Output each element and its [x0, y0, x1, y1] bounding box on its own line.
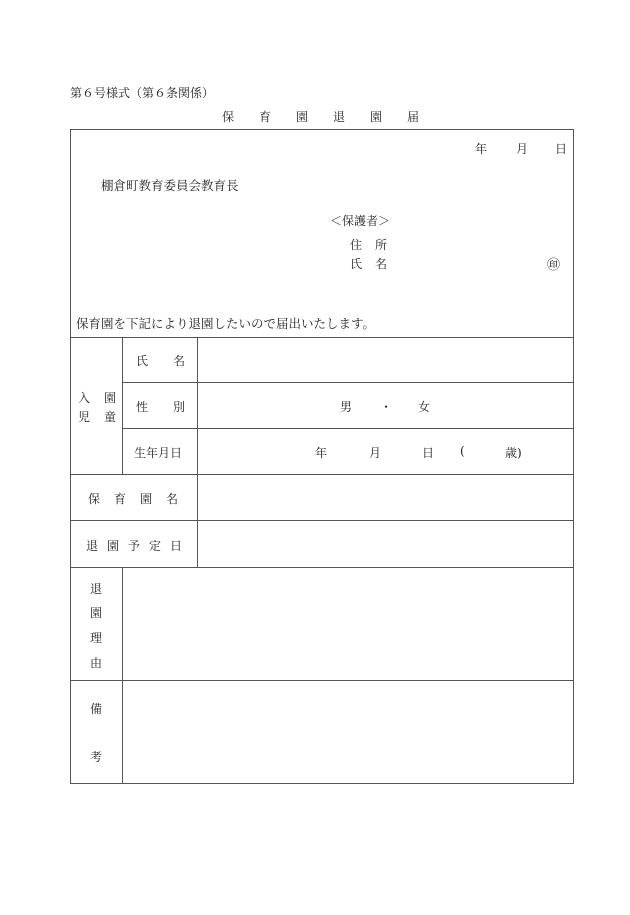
address-label-char: 住 [350, 238, 363, 252]
date-day-label: 日 [555, 142, 568, 156]
date-year-label: 年 [475, 142, 488, 156]
guardian-heading: ＜保護者＞ [330, 214, 391, 228]
statement: 保育園を下記により退園したいので届出いたします。 [76, 316, 376, 331]
nursery-name-label-char: 保 [88, 492, 101, 506]
title-char: 園 [370, 110, 383, 124]
sex-option-female[interactable]: 女 [418, 400, 431, 414]
withdraw-date-label-char: 日 [170, 539, 183, 553]
sex-option-male[interactable]: 男 [340, 400, 353, 414]
date-month-label: 月 [516, 142, 529, 156]
remarks-label-char: 備 [90, 702, 103, 716]
title-char: 育 [259, 110, 272, 124]
seal-mark: ㊞ [547, 258, 561, 273]
age-open-paren: ( [460, 444, 465, 458]
reason-label-char: 退 [90, 582, 103, 596]
child-section-label-char: 童 [104, 410, 117, 424]
nursery-name-label-char: 園 [140, 492, 153, 506]
child-section-label-char: 児 [78, 410, 91, 424]
child-name-label-char: 氏 [136, 354, 149, 368]
birth-day-label: 日 [422, 446, 435, 460]
title-char: 退 [333, 110, 346, 124]
title-char: 保 [222, 110, 235, 124]
sex-separator: ・ [380, 400, 393, 414]
nursery-name-label-char: 育 [114, 492, 127, 506]
reason-label-char: 由 [90, 656, 103, 670]
reason-label-char: 理 [90, 631, 103, 645]
birth-year-label: 年 [315, 446, 328, 460]
child-name-label-char: 名 [173, 354, 186, 368]
guardian-name-label-char: 氏 [350, 257, 363, 271]
age-label: 歳) [505, 446, 522, 460]
title-char: 届 [407, 110, 420, 124]
reason-field[interactable] [123, 568, 573, 680]
guardian-name-label-char: 名 [375, 257, 388, 271]
child-section-label-char: 入 [78, 391, 91, 405]
child-name-field[interactable] [198, 338, 573, 382]
withdraw-date-label-char: 定 [149, 539, 162, 553]
address-label-char: 所 [375, 238, 388, 252]
birth-month-label: 月 [369, 446, 382, 460]
title-char: 園 [296, 110, 309, 124]
withdraw-date-label-char: 退 [86, 539, 99, 553]
withdraw-date-field[interactable] [198, 521, 573, 567]
sex-label-char: 性 [136, 400, 149, 414]
nursery-name-field[interactable] [198, 475, 573, 520]
reason-label-char: 園 [90, 606, 103, 620]
child-section-label-char: 園 [104, 391, 117, 405]
nursery-name-label-char: 名 [166, 492, 179, 506]
withdraw-date-label-char: 予 [128, 539, 141, 553]
form-number: 第６号様式（第６条関係） [70, 86, 215, 100]
birth-label: 生年月日 [134, 446, 183, 460]
remarks-field[interactable] [123, 681, 573, 783]
sex-label-char: 別 [173, 400, 186, 414]
remarks-label-char: 考 [90, 750, 103, 764]
withdraw-date-label-char: 園 [107, 539, 120, 553]
addressee: 棚倉町教育委員会教育長 [101, 178, 239, 193]
